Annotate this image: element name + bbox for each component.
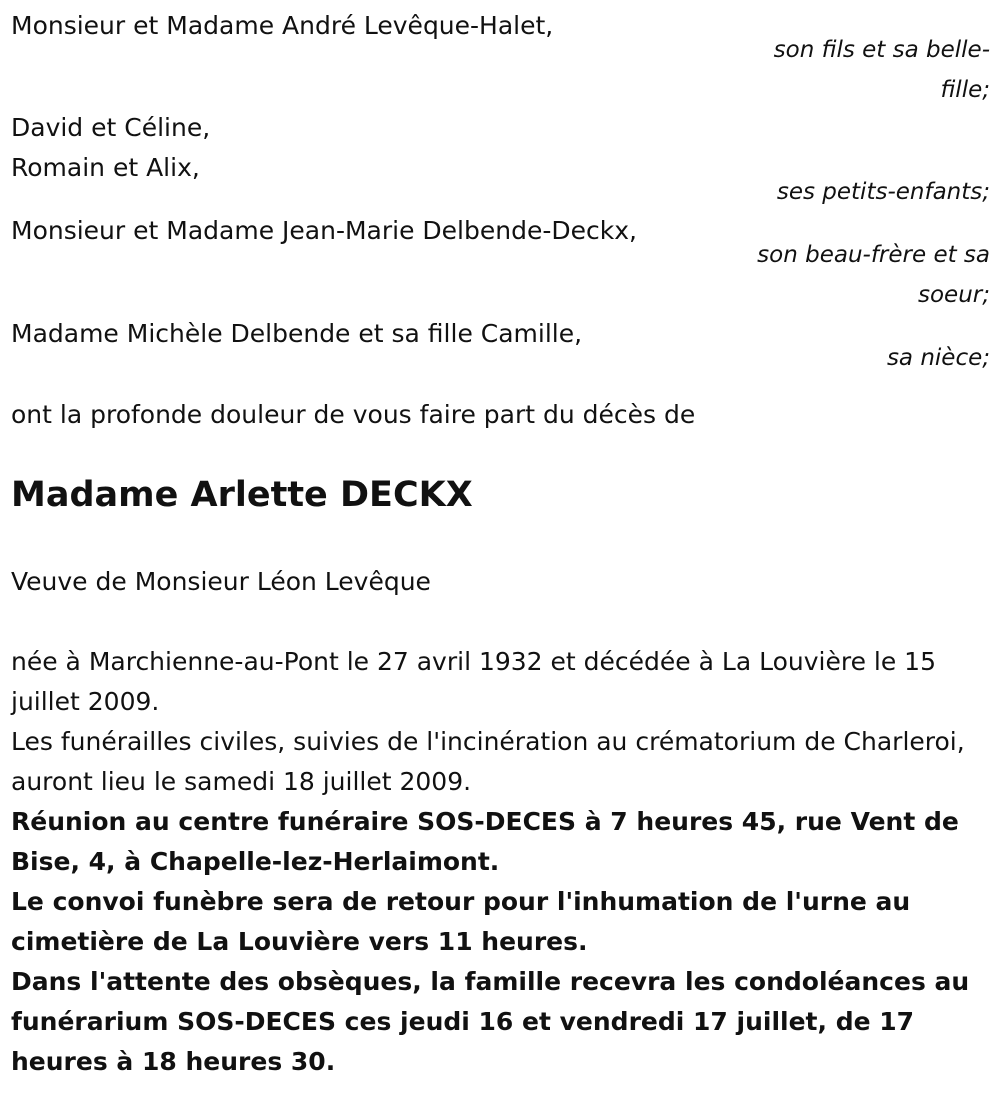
relation-line: son fils et sa belle-	[773, 37, 990, 63]
relation-line: son beau-frère et sa	[757, 242, 990, 268]
condolences-text: Dans l'attente des obsèques, la famille recevra les condoléances au funérarium SOS-DECES ces jeudi 16 et vendredi 17 juillet, de 17 heures à 18 heures 30.	[11, 967, 970, 1076]
family-entry-relation: sa nièce;	[886, 345, 990, 371]
family-entry-relation	[11, 30, 990, 110]
widow-of-text: Veuve de Monsieur Léon Levêque	[11, 567, 431, 596]
convoy-text: Le convoi funèbre sera de retour pour l'inhumation de l'urne au cimetière de La Louvière vers 11 heures.	[11, 887, 911, 956]
deceased-name: Madame Arlette DECKX	[11, 475, 473, 515]
meeting-text: Réunion au centre funéraire SOS-DECES à 7 heures 45, rue Vent de Bise, 4, à Chapelle-lez-Herlaimont.	[11, 807, 959, 876]
funeral-details	[11, 642, 986, 1082]
announcement-text: ont la profonde douleur de vous faire part du décès de	[11, 400, 696, 429]
family-entry-names: David et Céline,	[11, 113, 211, 142]
family-entry-names: Monsieur et Madame Jean-Marie Delbende-Deckx,	[11, 216, 637, 245]
family-entry-names: Madame Michèle Delbende et sa fille Camille,	[11, 319, 583, 348]
birth-death-text: née à Marchienne-au-Pont le 27 avril 1932 et décédée à La Louvière le 15 juillet 2009.	[11, 647, 936, 716]
family-entry-names: Romain et Alix,	[11, 153, 200, 182]
family-entry-names: Monsieur et Madame André Levêque-Halet,	[11, 11, 554, 40]
funeral-text: Les funérailles civiles, suivies de l'incinération au crématorium de Charleroi, auront lieu le samedi 18 juillet 2009.	[11, 727, 965, 796]
relation-line: fille;	[940, 77, 990, 103]
family-entry-relation: ses petits-enfants;	[776, 179, 990, 205]
relation-line: soeur;	[918, 282, 990, 308]
family-entry-relation	[11, 235, 990, 315]
